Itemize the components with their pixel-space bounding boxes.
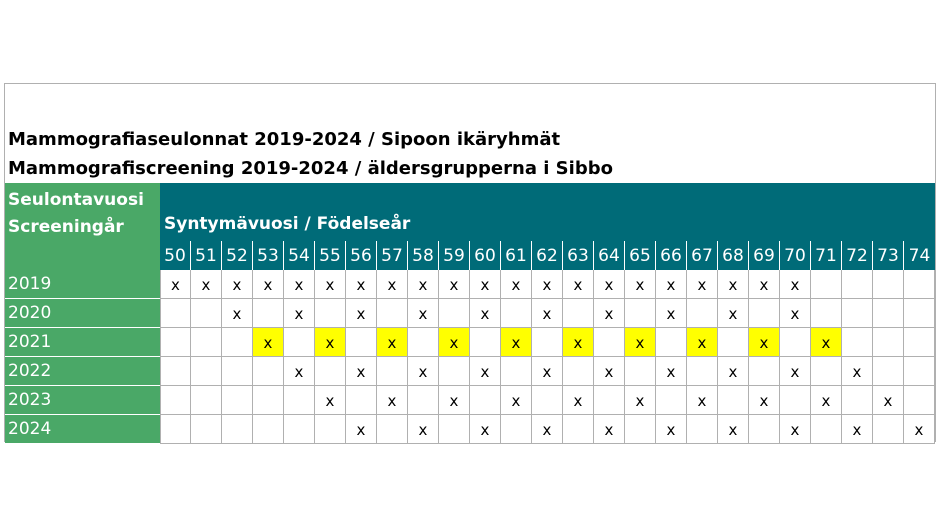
screening-year-label[interactable]: 2021 [5,328,160,357]
screening-year-label[interactable]: 2020 [5,299,160,328]
grid-cell[interactable]: x [253,270,284,299]
grid-cell[interactable]: x [873,386,904,415]
grid-cell[interactable]: x [904,415,935,444]
grid-cell[interactable]: x [284,270,315,299]
grid-cell[interactable] [470,386,501,415]
grid-cell[interactable]: x [532,415,563,444]
grid-cell[interactable] [501,299,532,328]
grid-cell[interactable] [222,386,253,415]
grid-cell[interactable] [625,415,656,444]
column-header-label: Syntymävuosi / Födelseår [164,214,411,234]
table-row [5,299,935,328]
screening-grid [5,270,935,444]
birth-year-cell[interactable]: 67 [687,241,718,270]
table-row [5,386,935,415]
grid-cell[interactable] [811,415,842,444]
grid-cell[interactable] [222,328,253,357]
grid-cell[interactable] [284,328,315,357]
grid-cell[interactable] [160,299,191,328]
grid-cell[interactable] [532,328,563,357]
grid-cell[interactable] [594,386,625,415]
grid-cell[interactable] [687,299,718,328]
grid-cell[interactable] [656,386,687,415]
grid-cell[interactable]: x [656,357,687,386]
grid-cell[interactable]: x [222,270,253,299]
grid-cell[interactable]: x [656,270,687,299]
grid-cell[interactable] [687,357,718,386]
birth-year-cell[interactable]: 71 [811,241,842,270]
spreadsheet [4,83,936,442]
screening-year-label[interactable]: 2019 [5,270,160,299]
grid-cell[interactable]: x [687,328,718,357]
grid-cell[interactable]: x [532,299,563,328]
grid-cell[interactable] [811,357,842,386]
grid-cell[interactable]: x [687,270,718,299]
birth-year-cell[interactable]: 55 [315,241,346,270]
grid-cell[interactable]: x [377,386,408,415]
grid-cell[interactable] [222,415,253,444]
birth-year-cell[interactable]: 68 [718,241,749,270]
screening-year-label[interactable]: 2023 [5,386,160,415]
grid-cell[interactable] [284,415,315,444]
grid-cell[interactable] [191,299,222,328]
grid-cell[interactable] [439,415,470,444]
grid-cell[interactable] [718,386,749,415]
grid-cell[interactable]: x [222,299,253,328]
grid-cell[interactable]: x [408,270,439,299]
grid-cell[interactable]: x [191,270,222,299]
grid-cell[interactable] [377,415,408,444]
grid-cell[interactable]: x [346,357,377,386]
grid-cell[interactable]: x [439,328,470,357]
grid-cell[interactable] [904,299,935,328]
grid-cell[interactable]: x [439,386,470,415]
grid-cell[interactable] [656,328,687,357]
grid-cell[interactable]: x [780,299,811,328]
grid-cell[interactable] [687,415,718,444]
grid-cell[interactable] [780,386,811,415]
grid-cell[interactable]: x [284,357,315,386]
birth-year-cell[interactable]: 66 [656,241,687,270]
grid-cell[interactable]: x [718,357,749,386]
screening-year-label[interactable]: 2024 [5,415,160,444]
birth-year-cell[interactable]: 51 [191,241,222,270]
birth-year-cell[interactable]: 69 [749,241,780,270]
grid-cell[interactable] [904,270,935,299]
grid-cell[interactable] [842,270,873,299]
title-swedish: Mammografiscreening 2019-2024 / äldersgrupperna i Sibbo [8,158,613,179]
grid-cell[interactable] [191,328,222,357]
grid-cell[interactable]: x [563,270,594,299]
grid-cell[interactable]: x [687,386,718,415]
birth-year-cell[interactable]: 61 [501,241,532,270]
grid-cell[interactable]: x [811,386,842,415]
grid-cell[interactable]: x [842,415,873,444]
grid-cell[interactable]: x [718,299,749,328]
grid-cell[interactable]: x [718,270,749,299]
grid-cell[interactable] [501,357,532,386]
birth-year-cell[interactable]: 65 [625,241,656,270]
grid-cell[interactable] [780,328,811,357]
grid-cell[interactable] [563,415,594,444]
grid-cell[interactable]: x [625,270,656,299]
birth-year-cell[interactable]: 54 [284,241,315,270]
grid-cell[interactable] [904,386,935,415]
grid-cell[interactable]: x [377,328,408,357]
grid-cell[interactable] [625,299,656,328]
grid-cell[interactable]: x [594,415,625,444]
grid-cell[interactable]: x [749,270,780,299]
grid-cell[interactable] [439,299,470,328]
grid-cell[interactable] [811,270,842,299]
grid-cell[interactable]: x [377,270,408,299]
grid-cell[interactable] [191,415,222,444]
grid-cell[interactable] [315,415,346,444]
grid-cell[interactable]: x [749,328,780,357]
grid-cell[interactable]: x [346,415,377,444]
grid-cell[interactable]: x [625,328,656,357]
birth-year-cell[interactable]: 72 [842,241,873,270]
grid-cell[interactable] [315,299,346,328]
birth-year-cell[interactable]: 50 [160,241,191,270]
grid-cell[interactable] [191,386,222,415]
grid-cell[interactable] [749,299,780,328]
grid-cell[interactable] [284,386,315,415]
row-header-sv: Screeningår [8,217,124,237]
grid-cell[interactable] [470,328,501,357]
grid-cell[interactable] [873,415,904,444]
grid-cell[interactable] [842,386,873,415]
grid-cell[interactable]: x [563,328,594,357]
grid-cell[interactable] [253,357,284,386]
grid-cell[interactable]: x [408,357,439,386]
grid-cell[interactable] [160,357,191,386]
grid-cell[interactable]: x [780,357,811,386]
grid-cell[interactable]: x [160,270,191,299]
grid-cell[interactable]: x [284,299,315,328]
grid-cell[interactable] [718,328,749,357]
grid-cell[interactable]: x [408,299,439,328]
grid-cell[interactable] [253,386,284,415]
grid-cell[interactable]: x [315,270,346,299]
row-header-fi: Seulontavuosi [8,190,144,210]
birth-year-cell[interactable]: 56 [346,241,377,270]
grid-cell[interactable]: x [656,299,687,328]
birth-year-cell[interactable]: 63 [563,241,594,270]
birth-year-cell[interactable]: 59 [439,241,470,270]
grid-cell[interactable] [160,328,191,357]
birth-year-cell[interactable]: 58 [408,241,439,270]
grid-cell[interactable]: x [346,270,377,299]
grid-cell[interactable]: x [501,386,532,415]
grid-cell[interactable]: x [532,270,563,299]
grid-cell[interactable]: x [811,328,842,357]
grid-cell[interactable]: x [749,386,780,415]
grid-cell[interactable] [749,357,780,386]
table-row [5,270,935,299]
grid-cell[interactable]: x [625,386,656,415]
grid-cell[interactable]: x [315,328,346,357]
grid-cell[interactable] [904,328,935,357]
grid-cell[interactable]: x [253,328,284,357]
table-row [5,357,935,386]
screening-year-label[interactable]: 2022 [5,357,160,386]
grid-cell[interactable]: x [501,328,532,357]
grid-cell[interactable]: x [594,270,625,299]
grid-cell[interactable] [563,357,594,386]
grid-cell[interactable] [842,328,873,357]
title-finnish: Mammografiaseulonnat 2019-2024 / Sipoon ikäryhmät [8,129,561,150]
birth-year-cell[interactable]: 53 [253,241,284,270]
grid-cell[interactable] [377,299,408,328]
grid-cell[interactable] [873,299,904,328]
grid-cell[interactable] [749,415,780,444]
grid-cell[interactable]: x [315,386,346,415]
grid-cell[interactable] [873,328,904,357]
grid-cell[interactable]: x [408,415,439,444]
column-header [160,183,935,241]
row-header [5,183,160,270]
grid-cell[interactable] [532,386,563,415]
grid-cell[interactable] [253,299,284,328]
grid-cell[interactable] [873,357,904,386]
grid-cell[interactable]: x [563,386,594,415]
grid-cell[interactable] [501,415,532,444]
birth-year-cell[interactable]: 73 [873,241,904,270]
birth-year-row [160,241,935,270]
birth-year-cell[interactable]: 60 [470,241,501,270]
grid-cell[interactable]: x [470,299,501,328]
grid-cell[interactable] [160,386,191,415]
grid-cell[interactable]: x [439,270,470,299]
grid-cell[interactable] [563,299,594,328]
birth-year-cell[interactable]: 52 [222,241,253,270]
birth-year-cell[interactable]: 57 [377,241,408,270]
grid-cell[interactable] [842,299,873,328]
grid-cell[interactable]: x [718,415,749,444]
birth-year-cell[interactable]: 74 [908,245,931,266]
grid-cell[interactable]: x [780,270,811,299]
grid-cell[interactable] [873,270,904,299]
grid-cell[interactable]: x [656,415,687,444]
grid-cell[interactable]: x [594,357,625,386]
grid-cell[interactable] [377,357,408,386]
grid-cell[interactable]: x [532,357,563,386]
birth-year-cell[interactable]: 62 [532,241,563,270]
grid-cell[interactable] [594,328,625,357]
grid-cell[interactable] [160,415,191,444]
grid-cell[interactable] [346,328,377,357]
grid-cell[interactable]: x [470,357,501,386]
grid-cell[interactable] [408,328,439,357]
grid-cell[interactable] [904,357,935,386]
birth-year-cell[interactable]: 64 [594,241,625,270]
grid-cell[interactable] [253,415,284,444]
grid-cell[interactable] [439,357,470,386]
grid-cell[interactable] [222,357,253,386]
grid-cell[interactable] [625,357,656,386]
grid-cell[interactable]: x [346,299,377,328]
table-row [5,328,935,357]
grid-cell[interactable] [408,386,439,415]
grid-cell[interactable]: x [470,270,501,299]
grid-cell[interactable] [346,386,377,415]
birth-year-cell[interactable]: 70 [780,241,811,270]
grid-cell[interactable] [191,357,222,386]
table-row [5,415,935,444]
grid-cell[interactable]: x [470,415,501,444]
grid-cell[interactable]: x [780,415,811,444]
grid-cell[interactable] [315,357,346,386]
grid-cell[interactable]: x [842,357,873,386]
grid-cell[interactable] [811,299,842,328]
grid-cell[interactable]: x [594,299,625,328]
grid-cell[interactable]: x [501,270,532,299]
